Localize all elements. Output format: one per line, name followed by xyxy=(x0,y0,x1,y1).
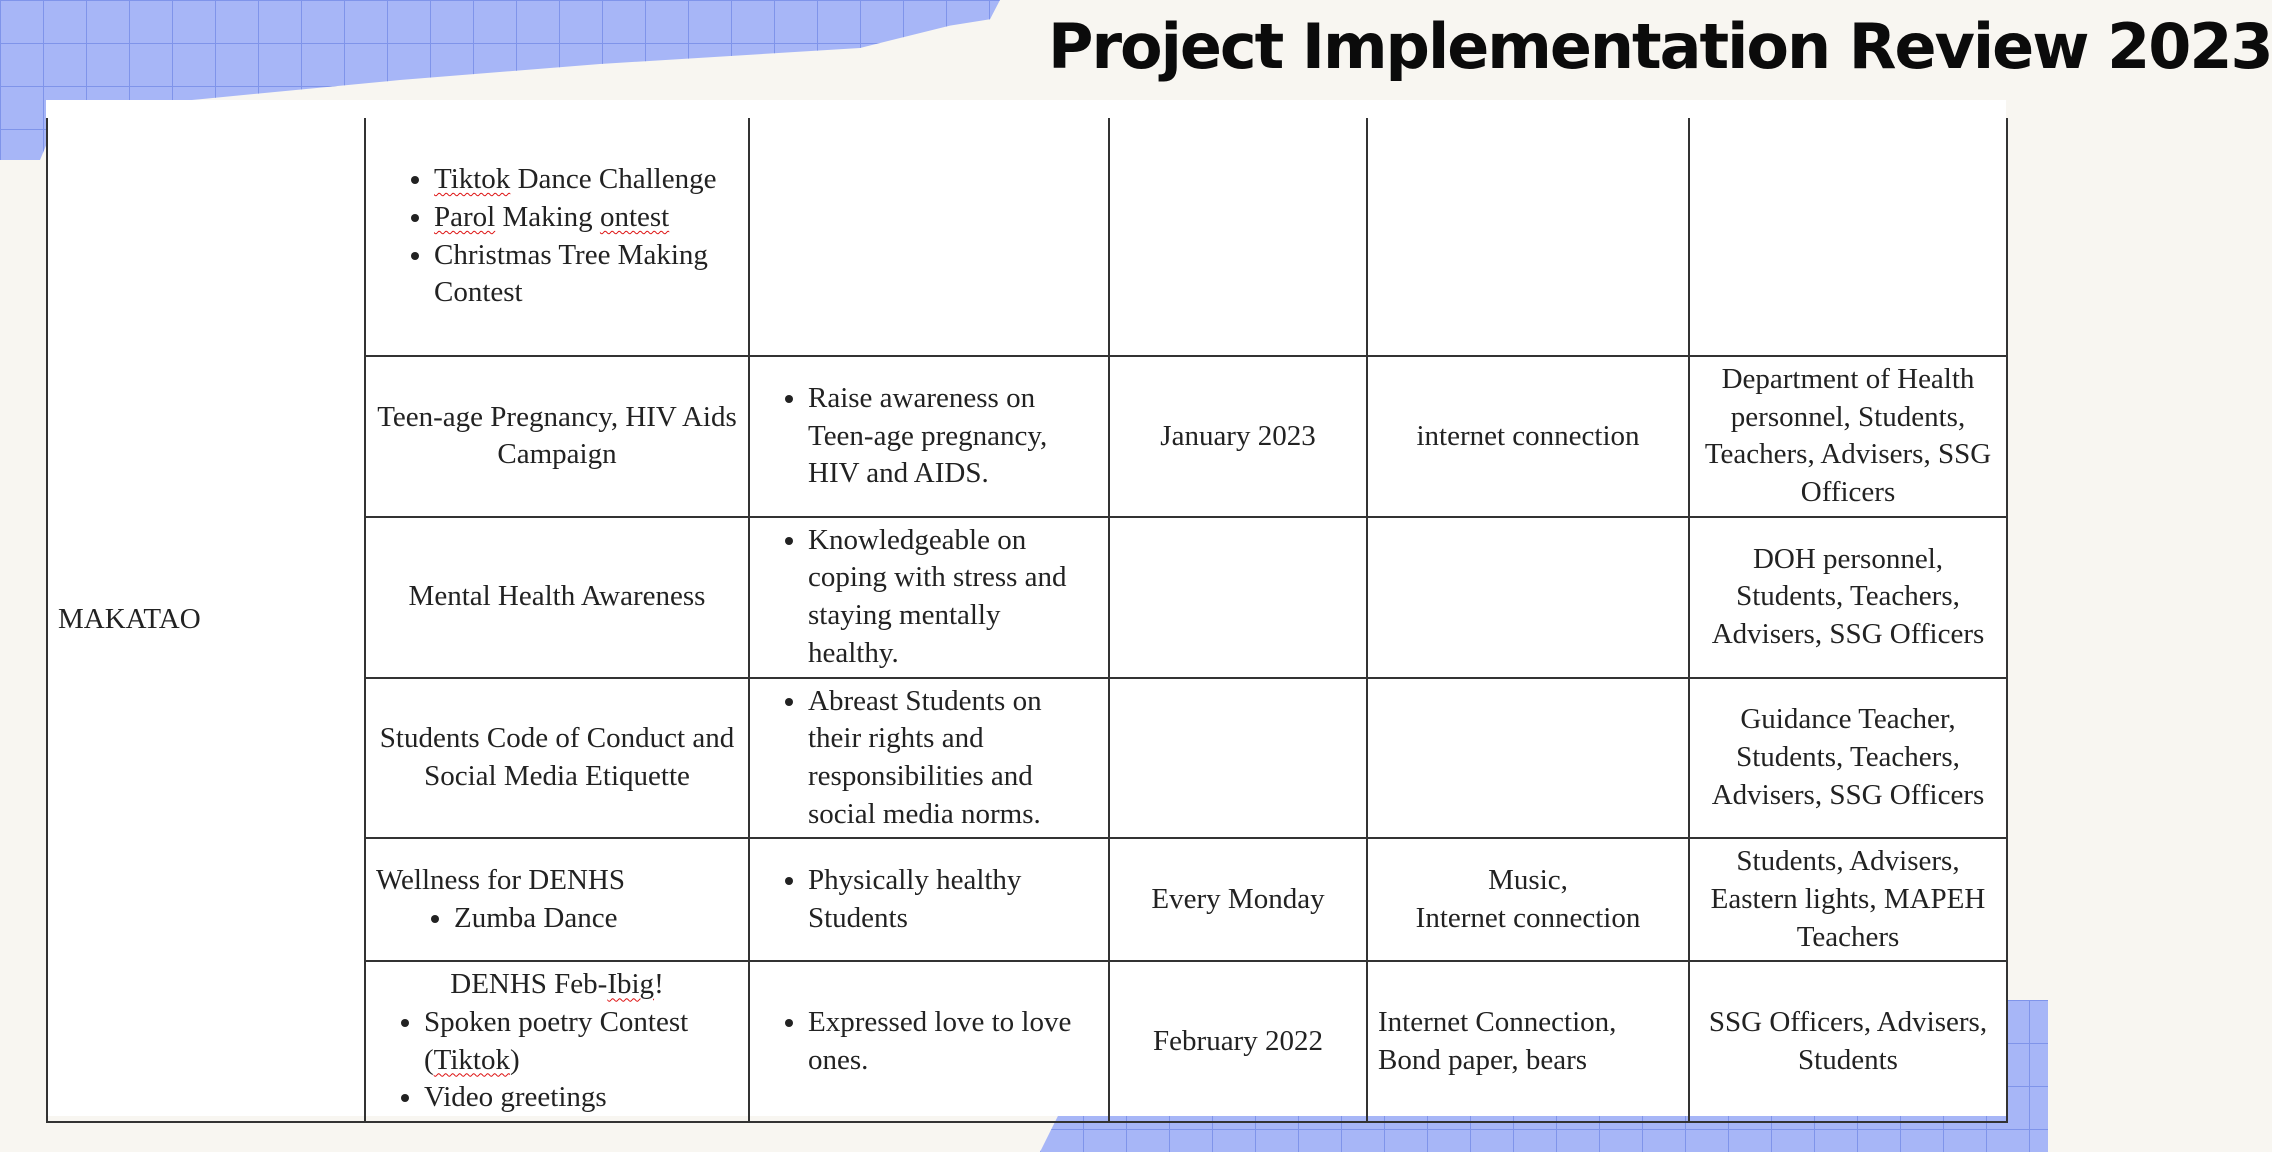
resources-cell xyxy=(1367,517,1689,678)
list-item: • Zumba Dance xyxy=(454,900,738,938)
objective-cell xyxy=(749,517,1109,678)
activity-list xyxy=(376,161,738,312)
resources-cell xyxy=(1367,118,1689,356)
list-item: • Tiktok Dance Challenge xyxy=(434,161,738,199)
persons-cell: Students, Advisers, Eastern lights, MAPEH Teachers xyxy=(1689,838,2007,961)
page-title: Project Implementation Review 2023 xyxy=(1048,10,2272,83)
objective-cell xyxy=(749,961,1109,1122)
spellcheck-word: Tiktok xyxy=(434,163,511,196)
activity-cell: Mental Health Awareness xyxy=(365,517,749,678)
date-cell xyxy=(1109,517,1367,678)
list-item: • Spoken poetry Contest (Tiktok) xyxy=(424,1004,738,1079)
list-item: • Parol Making ontest xyxy=(434,199,738,237)
resources-line: Internet connection xyxy=(1415,901,1641,934)
list-item: • Video greetings xyxy=(424,1079,738,1117)
objective-list xyxy=(760,522,1098,673)
resources-cell xyxy=(1367,678,1689,839)
objective-cell xyxy=(749,838,1109,961)
list-item: • Abreast Students on their rights and responsibilities and social media norms. xyxy=(808,683,1098,834)
objective-list xyxy=(760,380,1098,493)
resources-cell: internet connection xyxy=(1367,356,1689,517)
spellcheck-word: Tiktok xyxy=(433,1043,510,1076)
area-cell: MAKATAO xyxy=(47,118,365,1122)
objective-cell xyxy=(749,356,1109,517)
activity-cell: Teen-age Pregnancy, HIV Aids Campaign xyxy=(365,356,749,517)
persons-cell xyxy=(1689,118,2007,356)
activity-heading: Wellness for DENHS xyxy=(376,864,625,897)
activity-cell xyxy=(365,961,749,1122)
objective-list xyxy=(760,1004,1098,1079)
resources-line: Music, xyxy=(1488,864,1568,897)
persons-cell: DOH personnel, Students, Teachers, Advisers, SSG Officers xyxy=(1689,517,2007,678)
resources-cell: Internet Connection, Bond paper, bears xyxy=(1367,961,1689,1122)
list-item: • Christmas Tree Making Contest xyxy=(434,237,738,312)
date-cell: Every Monday xyxy=(1109,838,1367,961)
list-item: • Knowledgeable on coping with stress and staying mentally healthy. xyxy=(808,522,1098,673)
activity-list xyxy=(376,900,738,938)
list-item: • Expressed love to love ones. xyxy=(808,1004,1098,1079)
activity-list xyxy=(376,1004,738,1117)
activity-cell xyxy=(365,118,749,356)
objective-list xyxy=(760,862,1098,937)
objective-list xyxy=(760,683,1098,834)
persons-cell: Department of Health personnel, Students, Teachers, Advisers, SSG Officers xyxy=(1689,356,2007,517)
spellcheck-word: ontest xyxy=(599,200,670,233)
date-cell xyxy=(1109,678,1367,839)
objective-cell xyxy=(749,678,1109,839)
review-table xyxy=(46,118,2008,1123)
list-item: • Physically healthy Students xyxy=(808,862,1098,937)
date-cell xyxy=(1109,118,1367,356)
activity-heading: DENHS Feb-Ibig! xyxy=(450,968,664,1001)
objective-cell xyxy=(749,118,1109,356)
date-cell: January 2023 xyxy=(1109,356,1367,517)
persons-cell: SSG Officers, Advisers, Students xyxy=(1689,961,2007,1122)
spellcheck-word: Parol xyxy=(434,200,496,233)
persons-cell: Guidance Teacher, Students, Teachers, Advisers, SSG Officers xyxy=(1689,678,2007,839)
date-cell: February 2022 xyxy=(1109,961,1367,1122)
list-item: • Raise awareness on Teen-age pregnancy, HIV and AIDS. xyxy=(808,380,1098,493)
activity-cell xyxy=(365,838,749,961)
spellcheck-word: Ibig xyxy=(607,968,655,1001)
activity-cell: Students Code of Conduct and Social Media Etiquette xyxy=(365,678,749,839)
resources-cell xyxy=(1367,838,1689,961)
table-row xyxy=(47,118,2007,356)
